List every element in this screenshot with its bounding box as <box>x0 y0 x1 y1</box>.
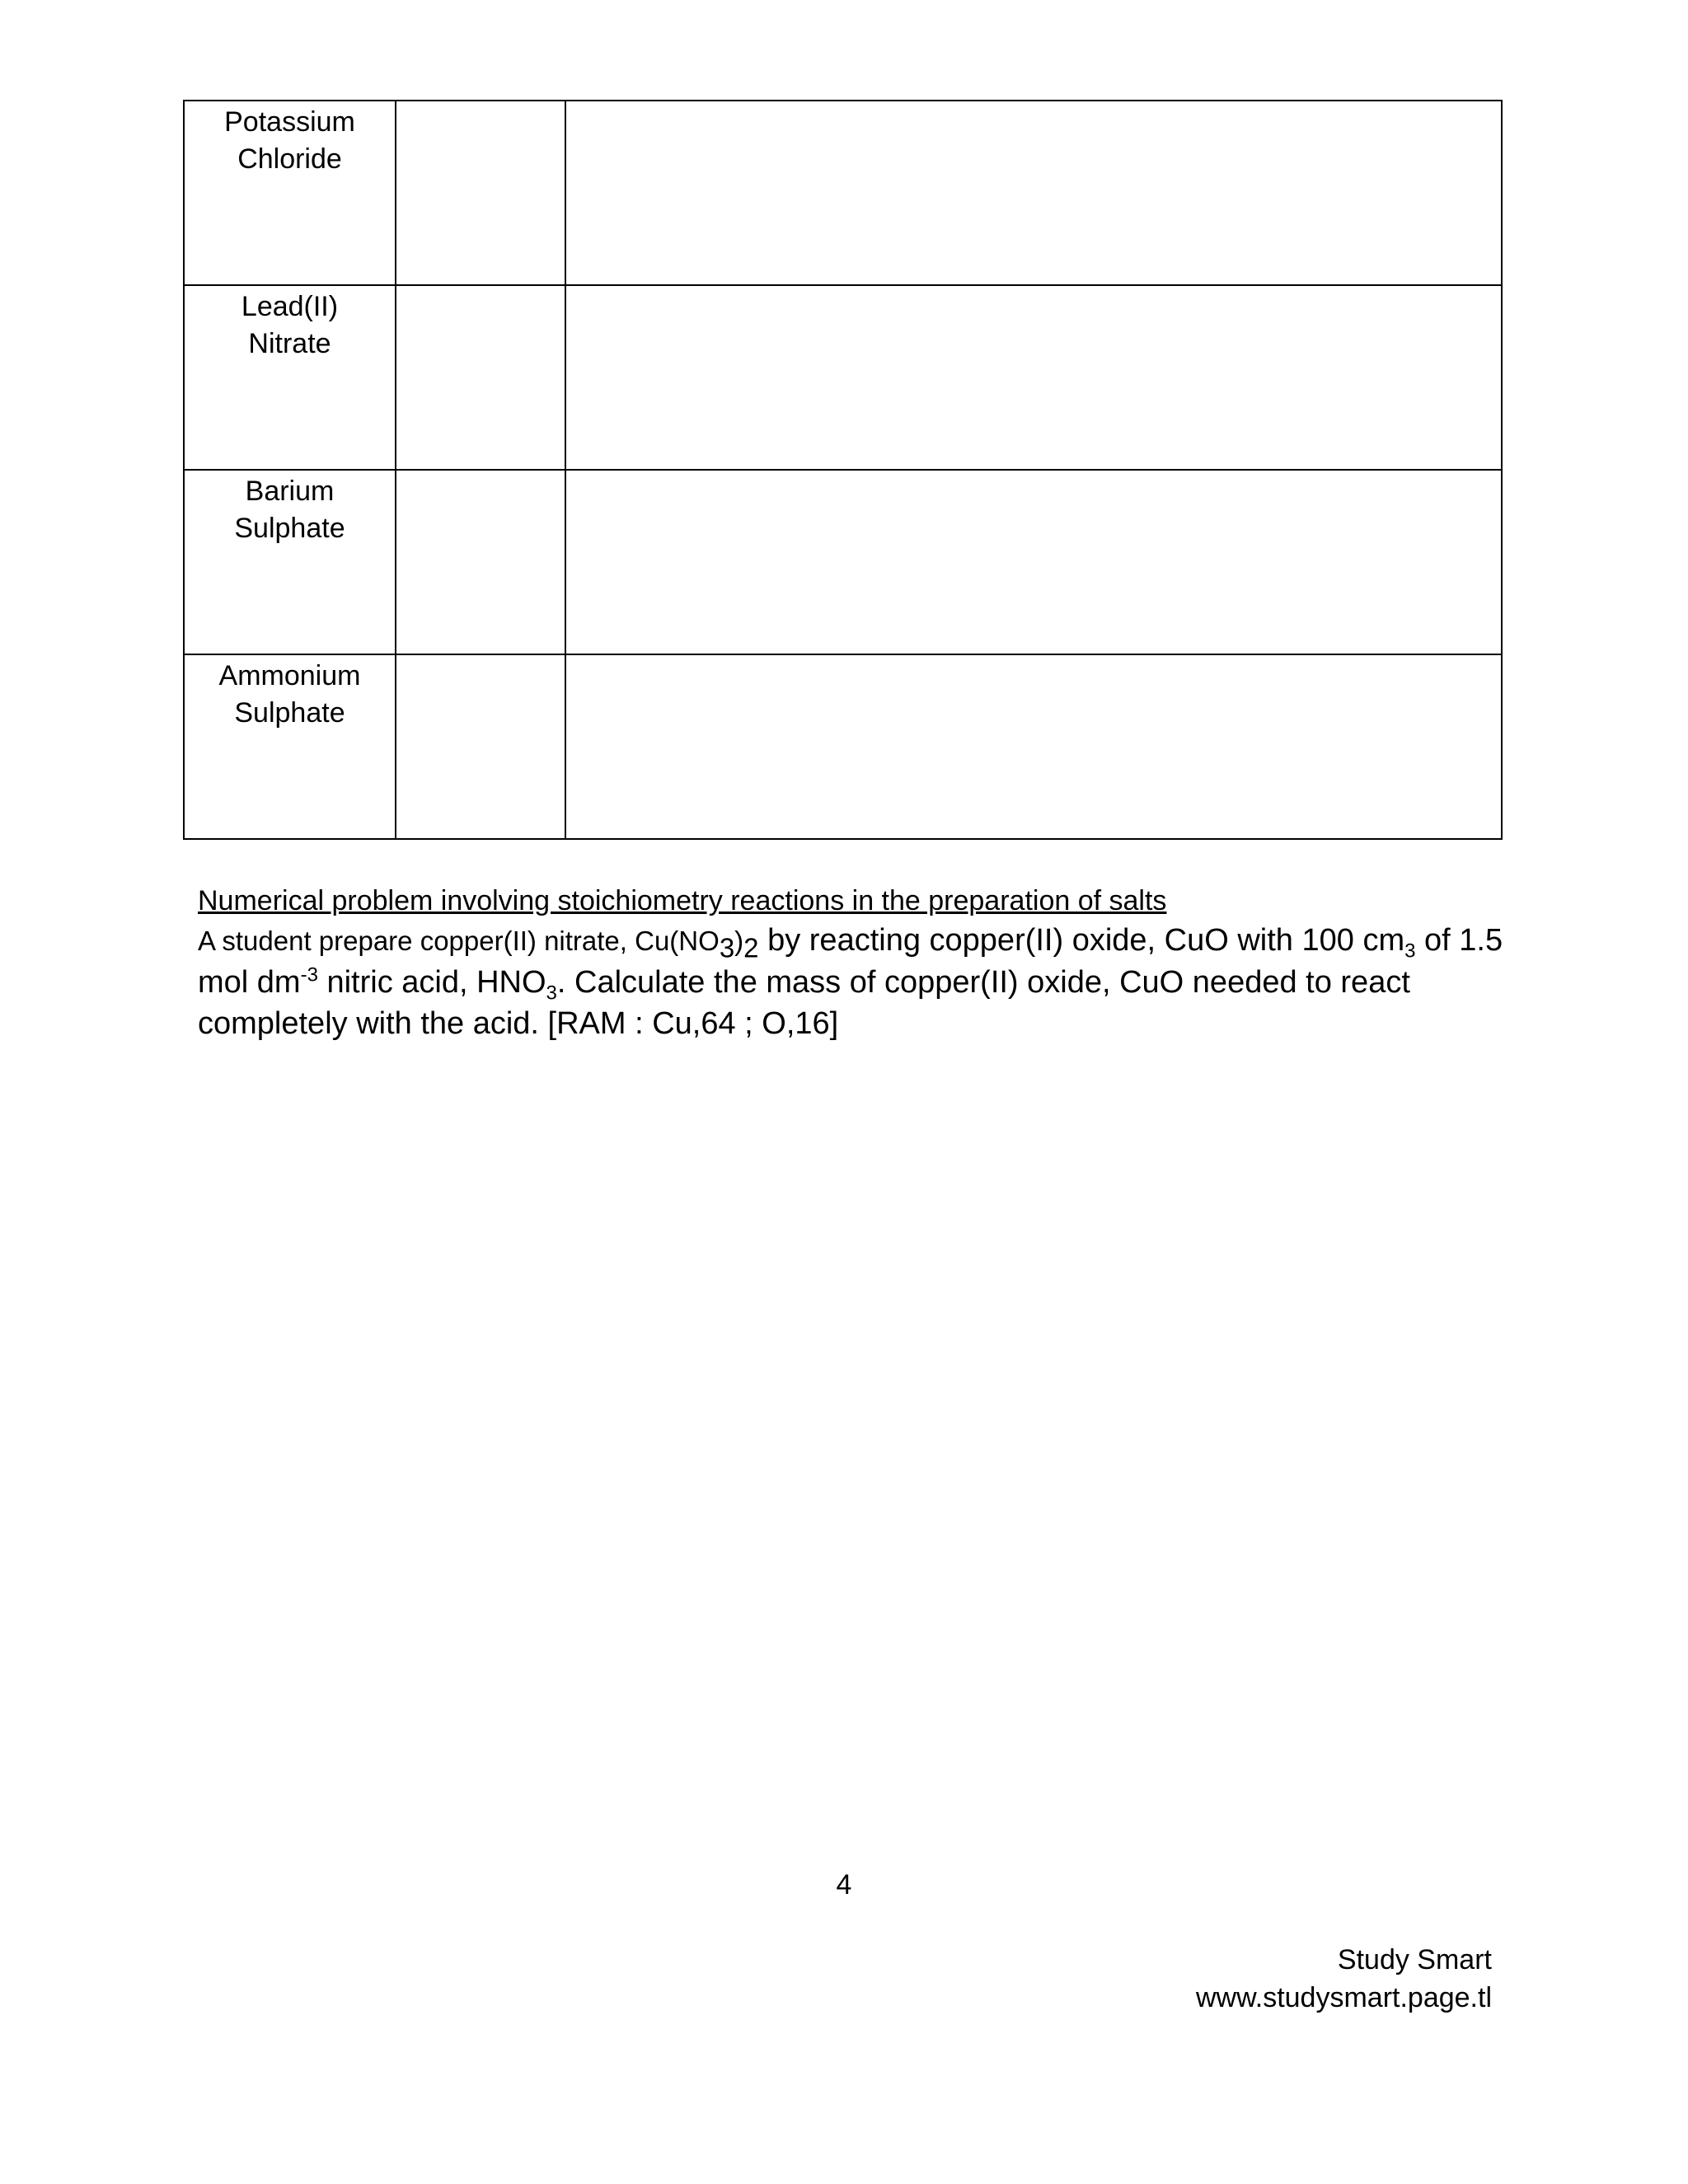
problem-text-part: . Calculate the mass of copper(II) oxide, CuO needed to react completely with the acid. [RAM : Cu,64 ; O,16] <box>198 965 1410 1041</box>
blank-cell <box>396 654 565 839</box>
blank-cell <box>565 101 1502 285</box>
footer-url: www.studysmart.page.tl <box>1195 1982 1492 2013</box>
problem-text-part: nitric acid, HNO <box>317 965 546 1000</box>
salt-name-line: Nitrate <box>248 328 331 359</box>
salt-name-line: Potassium <box>224 106 355 138</box>
salt-name-line: Chloride <box>237 143 342 175</box>
footer <box>1196 1941 1492 2017</box>
superscript: -3 <box>300 963 318 987</box>
blank-cell <box>565 654 1502 839</box>
salt-name-line: Ammonium <box>218 660 361 691</box>
subscript: 3 <box>719 932 735 963</box>
page-number: 4 <box>836 1869 852 1900</box>
salt-name-line: Barium <box>245 476 335 507</box>
blank-cell <box>565 285 1502 470</box>
problem-text-part: A student prepare copper(II) nitrate, Cu(NO <box>198 926 720 956</box>
table-row <box>184 101 1502 285</box>
blank-cell <box>396 470 565 654</box>
table-row <box>184 470 1502 654</box>
problem-text-part: of 1.5 mol dm <box>198 923 1503 1000</box>
salt-name-cell <box>184 101 396 285</box>
table-row <box>184 654 1502 839</box>
salt-name-line: Sulphate <box>234 513 345 544</box>
salt-name-line: Lead(II) <box>241 291 339 322</box>
problem-text <box>198 920 1517 1044</box>
problem-text-part: by reacting copper(II) oxide, CuO with 100 cm <box>758 923 1405 958</box>
blank-cell <box>396 101 565 285</box>
salt-name-cell <box>184 470 396 654</box>
footer-brand: Study Smart <box>1337 1944 1492 1975</box>
table-row <box>184 285 1502 470</box>
subscript: 3 <box>546 982 557 1005</box>
blank-cell <box>565 470 1502 654</box>
problem-text-part: ) <box>734 926 744 956</box>
blank-cell <box>396 285 565 470</box>
salt-name-cell <box>184 285 396 470</box>
salt-name-line: Sulphate <box>234 697 345 729</box>
salt-name-cell <box>184 654 396 839</box>
salts-table <box>183 100 1503 840</box>
subscript: 2 <box>743 932 759 963</box>
numerical-problem <box>198 882 1517 1044</box>
problem-heading: Numerical problem involving stoichiometry reactions in the preparation of salts <box>198 885 1167 916</box>
subscript: 3 <box>1404 940 1416 963</box>
